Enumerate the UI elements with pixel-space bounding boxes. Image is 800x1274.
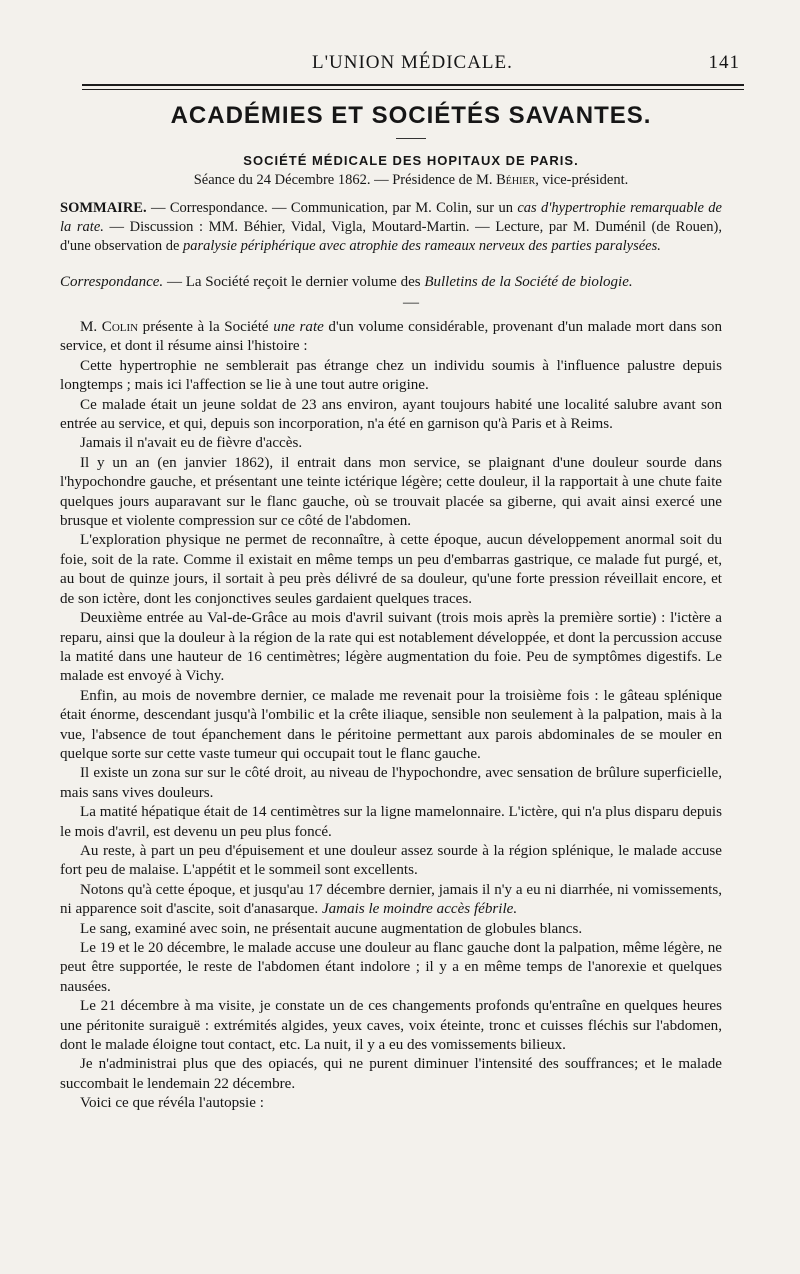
body-paragraph: La matité hépatique était de 14 centimètres sur la ligne mamelonnaire. L'ictère, qui n'a plus disparu depuis le mois d'avril, est devenu un peu plus foncé. <box>60 804 722 840</box>
session-president: Béhier <box>496 172 536 188</box>
body-paragraph: Le sang, examiné avec soin, ne présentait aucune augmentation de globules blancs. <box>80 920 583 937</box>
summary-block <box>60 199 722 256</box>
body-paragraph: Enfin, au mois de novembre dernier, ce malade me revenait pour la troisième fois : le gâteau splénique était énorme, descendant jusqu'à l'ombilic et la crête iliaque, sensible non seulement à la palpation, mais à la vue, l'absence de tout épanchement dans le péritoine permettant aux parois abdominales de se mouler en quelque sorte sur cette vaste tumeur qui occupait tout le flanc gauche. <box>60 687 722 762</box>
intro-text-end: d'un volume considérable, provenant d'un malade mort dans son service, et dont il résume ainsi l'histoire : <box>60 319 722 355</box>
summary-part2: — Discussion : MM. Béhier, Vidal, Vigla, Moutard-Martin. — Lecture, par M. Duménil (de Rouen), d'une observation de <box>60 219 722 254</box>
body-paragraph: Voici ce que révéla l'autopsie : <box>80 1095 264 1112</box>
summary-part1: — Correspondance. — Communication, par M. Colin, sur un <box>146 200 518 216</box>
body-paragraph: Il existe un zona sur sur le côté droit, au niveau de l'hypochondre, avec sensation de brûlure superficielle, mais sans vives douleurs. <box>60 765 722 801</box>
society-heading: SOCIÉTÉ MÉDICALE DES HOPITAUX DE PARIS. <box>243 153 579 168</box>
body-paragraph: Cette hypertrophie ne semblerait pas étrange chez un individu soumis à l'influence palustre depuis longtemps ; mais ici l'affection se lie à une tout autre origine. <box>60 357 722 394</box>
article-body <box>60 318 722 1114</box>
header-rule <box>82 84 744 90</box>
correspondence-paragraph <box>60 272 722 292</box>
separator-dash: — <box>403 294 419 311</box>
summary-italic2: paralysie périphérique avec atrophie des rameaux nerveux des parties paralysées. <box>183 238 661 254</box>
notons-italic: Jamais le moindre accès fébrile. <box>321 901 518 918</box>
intro-italic: une rate <box>273 319 324 335</box>
body-paragraph: Jamais il n'avait eu de fièvre d'accès. <box>80 435 303 452</box>
body-paragraph: L'exploration physique ne permet de reconnaître, à cette époque, aucun développement anormal soit du foie, soit de la rate. Comme il existait en même temps un peu d'embarras gastrique, ce malade fut purgé, et, au bout de quinze jours, il sortait à peu près délivré de sa douleur, qu'une forte pression réveillait encore, et de son ictère, dont les conjonctives seules gardaient quelques traces. <box>60 532 722 607</box>
page-number: 141 <box>708 52 740 73</box>
body-paragraph: Le 21 décembre à ma visite, je constate un de ces changements profonds qu'entraîne en quelques heures une péritonite suraiguë : extrémités algides, yeux caves, voix éteinte, tronc et cuisses fléchis sur l'abdomen, dont le malade éloigne tout contact, etc. La nuit, il y a eu des vomissements bilieux. <box>60 998 722 1054</box>
correspondence-label: Correspondance. <box>60 274 164 290</box>
session-text: Séance du 24 Décembre 1862. — Présidence de M. <box>193 172 497 188</box>
body-paragraph: Au reste, à part un peu d'épuisement et une douleur assez sourde à la région splénique, le malade accuse fort peu de malaise. L'appétit et le sommeil sont excellents. <box>60 842 722 879</box>
running-header <box>82 52 740 74</box>
title-divider <box>396 138 426 139</box>
body-paragraph: Je n'administrai plus que des opiacés, qui ne purent diminuer l'intensité des souffrances; et le malade succombait le lendemain 22 décembre. <box>60 1056 722 1092</box>
notons-paragraph <box>60 881 722 920</box>
body-paragraph: Deuxième entrée au Val-de-Grâce au mois d'avril suivant (trois mois après la première sortie) : l'ictère a reparu, ainsi que la douleur à la région de la rate qui est notablement développée, et dont la percussion accuse la matité dans une hauteur de 16 centimètres; légère augmentation du foie. Peu de symptômes digestifs. Le malade est envoyé à Vichy. <box>60 610 722 685</box>
summary-lead: SOMMAIRE. <box>60 200 147 216</box>
summary-italic1: cas d'hypertrophie remarquable de la rate. <box>60 200 722 235</box>
intro-text: présente à la Société <box>138 319 274 335</box>
session-role: , vice-président. <box>535 172 629 188</box>
session-line <box>82 172 740 189</box>
correspondence-text: — La Société reçoit le dernier volume des <box>163 274 425 290</box>
body-paragraph: Le 19 et le 20 décembre, le malade accuse une douleur au flanc gauche dont la palpation, même légère, ne peut être supportée, le reste de l'abdomen étant indolore ; il y a en même temps de l'anorexie et quelques nausées. <box>60 940 722 995</box>
correspondence-italic: Bulletins de la Société de biologie. <box>424 274 633 290</box>
section-title: ACADÉMIES ET SOCIÉTÉS SAVANTES. <box>170 102 652 129</box>
body-paragraph: Ce malade était un jeune soldat de 23 ans environ, ayant toujours habité une localité salubre avant son entrée au service, et qui, depuis son incorporation, n'a été en garnison qu'à Paris et à Reims. <box>60 396 722 433</box>
journal-title: L'UNION MÉDICALE. <box>312 52 513 73</box>
intro-paragraph <box>60 318 722 357</box>
notons-text: Notons qu'à cette époque, et jusqu'au 17 décembre dernier, jamais il n'y a eu ni diarrhée, ni vomissements, ni apparence soit d'ascite, soit d'anasarque. <box>60 881 722 918</box>
author-name: M. Colin <box>80 319 139 335</box>
body-paragraph: Il y un an (en janvier 1862), il entrait dans mon service, se plaignant d'une douleur sourde dans l'hypochondre gauche, et présentant une teinte ictérique légère; cette douleur, il la rapportait à une chute faite quelques jours auparavant sur le flanc gauche, où se trouvait placée sa giberne, qui avait ainsi exercé une brusque et violente compression sur ce côté de l'abdomen. <box>60 454 722 530</box>
